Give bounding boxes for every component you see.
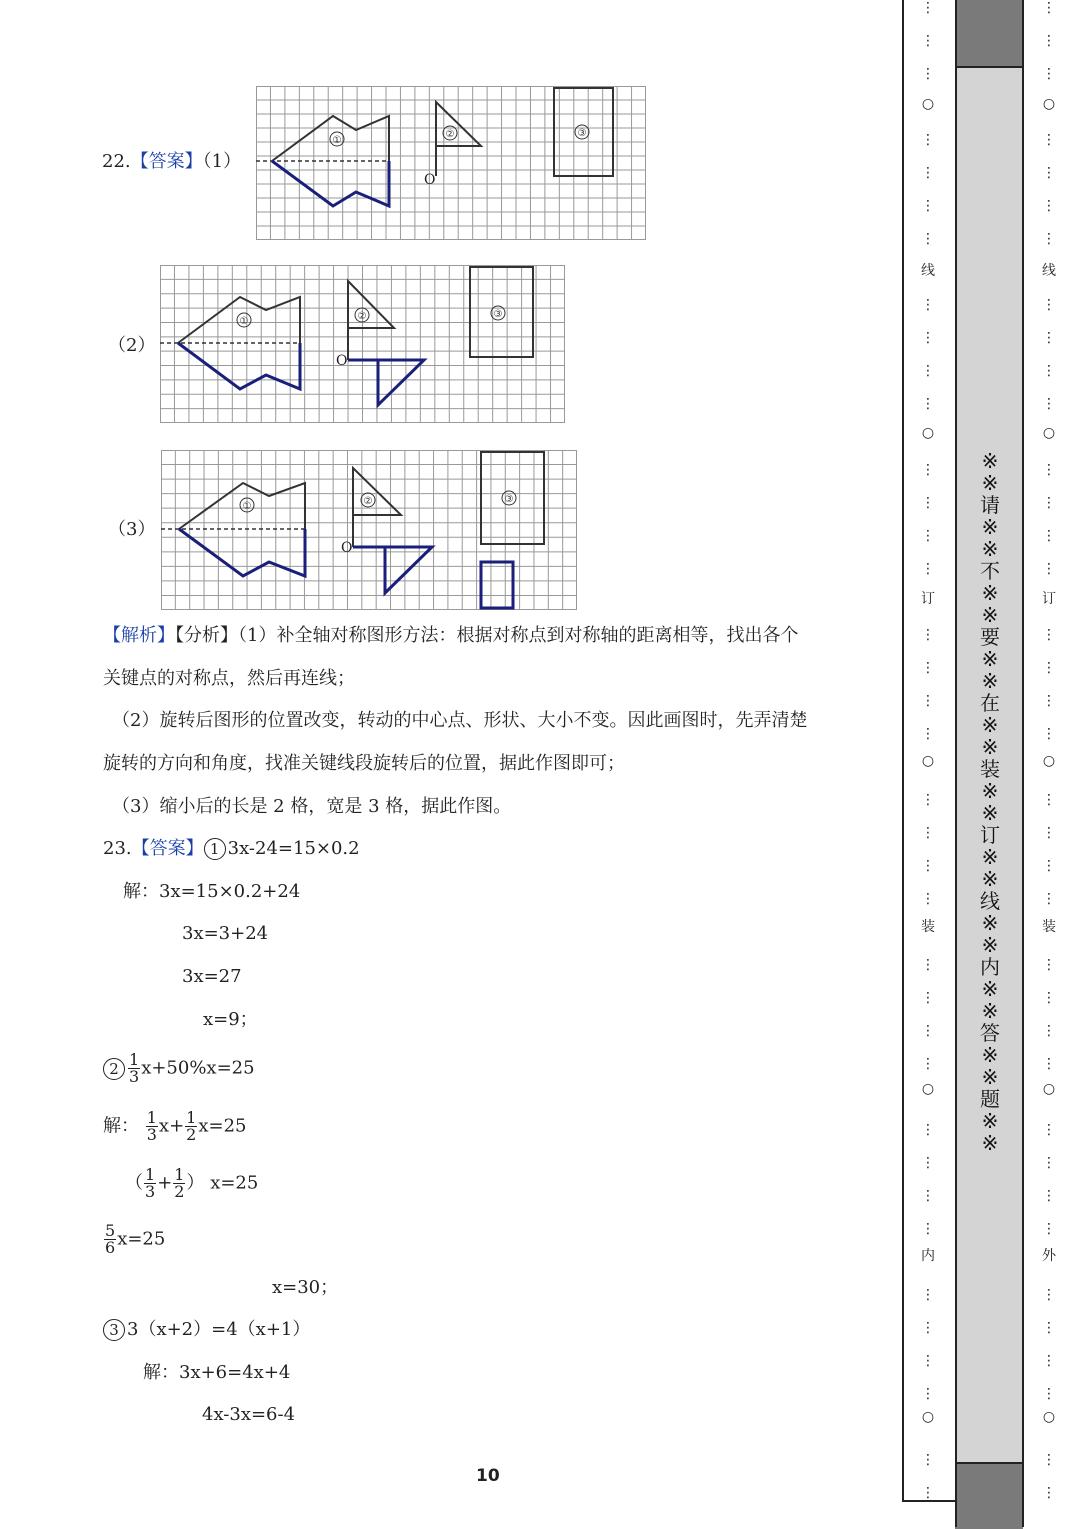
binding-dots: ⋮	[921, 0, 935, 16]
grid-svg-2	[160, 265, 565, 423]
binding-circle-icon: ○	[921, 425, 935, 441]
binding-dots: ⋮	[921, 1122, 935, 1138]
eq1-step-3: 3x=27	[182, 966, 242, 987]
binding-dots: ⋮	[1042, 528, 1056, 544]
shape-1-mirror	[179, 529, 305, 576]
binding-dots: ⋮	[1042, 660, 1056, 676]
binding-char: 订	[1042, 591, 1056, 607]
shape-label-3: ③	[504, 494, 514, 505]
origin-label: O	[424, 172, 436, 188]
analysis-subtag: 【分析】	[175, 625, 238, 646]
binding-dots: ⋮	[921, 1452, 935, 1468]
binding-char: 装	[921, 919, 935, 935]
binding-dots: ⋮	[1042, 627, 1056, 643]
answer-tag: 【答案】	[131, 838, 204, 859]
binding-dots: ⋮	[1042, 1221, 1056, 1237]
answer-tag: 【答案】	[130, 151, 203, 172]
shape-label-3: ③	[577, 128, 587, 139]
binding-circle-icon: ○	[921, 1081, 935, 1097]
strip-edge-right	[1022, 0, 1024, 1527]
shape-label-2: ②	[357, 311, 367, 322]
q22-heading	[102, 150, 241, 174]
shape-2-rotated	[348, 360, 424, 405]
binding-dots: ⋮	[1042, 0, 1056, 16]
binding-dots: ⋮	[1042, 1023, 1056, 1039]
binding-border-left	[902, 0, 904, 1500]
fraction-one-third: $\frac{1}{3}$	[145, 1165, 156, 1201]
binding-dots: ⋮	[921, 1023, 935, 1039]
binding-dots: ⋮	[921, 363, 935, 379]
binding-dots: ⋮	[1042, 990, 1056, 1006]
binding-dots: ⋮	[1042, 462, 1056, 478]
binding-char: 装	[1042, 919, 1056, 935]
analysis-text: （1）补全轴对称图形方法：根据对称点到对称轴的距离相等，找出各个	[238, 625, 799, 646]
binding-dots: ⋮	[1042, 1056, 1056, 1072]
binding-dots: ⋮	[1042, 858, 1056, 874]
circled-number-3: 3	[103, 1319, 125, 1341]
binding-dots: ⋮	[921, 1386, 935, 1402]
binding-dots: ⋮	[921, 891, 935, 907]
binding-dots: ⋮	[921, 858, 935, 874]
binding-dots: ⋮	[921, 495, 935, 511]
binding-dots: ⋮	[921, 297, 935, 313]
binding-dots: ⋮	[921, 561, 935, 577]
binding-dots: ⋮	[921, 165, 935, 181]
binding-dots: ⋮	[1042, 1122, 1056, 1138]
binding-dots: ⋮	[921, 33, 935, 49]
binding-dots: ⋮	[921, 1485, 935, 1501]
binding-dots: ⋮	[921, 990, 935, 1006]
binding-dots: ⋮	[921, 825, 935, 841]
q23-heading	[103, 837, 360, 861]
grid-figure-3	[161, 450, 577, 610]
circled-number-2: 2	[103, 1058, 125, 1080]
eq3-step-2: 4x-3x=6-4	[202, 1404, 296, 1425]
binding-dots: ⋮	[1042, 693, 1056, 709]
equation-3: 3 3（x+2）=4（x+1）	[103, 1318, 310, 1342]
eq1-step-4: x=9；	[203, 1009, 258, 1030]
binding-notice: ※※请※※不※※要※※在※※装※※订※※线※※内※※答※※题※※	[980, 449, 1000, 1155]
binding-dots: ⋮	[1042, 792, 1056, 808]
binding-dots: ⋮	[921, 462, 935, 478]
binding-dots: ⋮	[1042, 825, 1056, 841]
shape-label-1: ①	[239, 316, 249, 327]
shape-label-2: ②	[445, 129, 455, 140]
binding-dots: ⋮	[1042, 33, 1056, 49]
shape-label-1: ①	[332, 135, 342, 146]
grid-figure-2	[160, 265, 565, 423]
binding-dots: ⋮	[1042, 1320, 1056, 1336]
binding-dots: ⋮	[1042, 66, 1056, 82]
binding-dots: ⋮	[1042, 1353, 1056, 1369]
binding-dots: ⋮	[921, 528, 935, 544]
binding-dots: ⋮	[921, 330, 935, 346]
analysis-line-4: 旋转的方向和角度，找准关键线段旋转后的位置，据此作图即可；	[103, 753, 625, 774]
equation-2: 2 $\frac{1}{3}$ x+50%x=25	[103, 1052, 255, 1085]
eq2-step-2: （ $\frac{1}{3}$ + $\frac{1}{2}$ ） x=25	[125, 1165, 259, 1201]
binding-char: 外	[1042, 1248, 1056, 1264]
binding-dots: ⋮	[1042, 891, 1056, 907]
shape-label-1: ①	[242, 501, 252, 512]
binding-dots: ⋮	[1042, 495, 1056, 511]
shape-label-3: ③	[493, 309, 503, 320]
binding-dots: ⋮	[921, 132, 935, 148]
binding-dots: ⋮	[921, 1155, 935, 1171]
binding-dots: ⋮	[1042, 132, 1056, 148]
binding-circle-icon: ○	[921, 1409, 935, 1425]
analysis-line-5: （3）缩小后的长是 2 格，宽是 3 格，据此作图。	[112, 796, 512, 817]
eq3-step-1: 解：3x+6=4x+4	[143, 1362, 291, 1383]
binding-dots: ⋮	[1042, 198, 1056, 214]
binding-dots: ⋮	[921, 396, 935, 412]
fraction-one-half: $\frac{1}{2}$	[174, 1165, 185, 1201]
question-number: 23.	[103, 838, 132, 859]
binding-dots: ⋮	[921, 693, 935, 709]
shape-2-rotated	[353, 547, 432, 593]
binding-dots: ⋮	[1042, 1287, 1056, 1303]
binding-dots: ⋮	[921, 1320, 935, 1336]
binding-dots: ⋮	[921, 726, 935, 742]
binding-char: 订	[921, 591, 935, 607]
analysis-tag: 【解析】	[103, 625, 175, 646]
binding-dots: ⋮	[1042, 957, 1056, 973]
origin-label: O	[341, 540, 353, 556]
binding-dots: ⋮	[1042, 297, 1056, 313]
analysis-line-1	[103, 624, 798, 648]
binding-dots: ⋮	[921, 1287, 935, 1303]
binding-circle-icon: ○	[1042, 425, 1056, 441]
binding-dots: ⋮	[1042, 1188, 1056, 1204]
binding-dots: ⋮	[1042, 165, 1056, 181]
eq2-step-3: $\frac{5}{6}$ x=25	[105, 1221, 166, 1257]
binding-dots: ⋮	[1042, 231, 1056, 247]
binding-dots: ⋮	[921, 1221, 935, 1237]
origin-label: O	[336, 353, 348, 369]
binding-circle-icon: ○	[921, 96, 935, 112]
binding-dots: ⋮	[1042, 363, 1056, 379]
binding-dots: ⋮	[921, 1056, 935, 1072]
grid-svg-1	[256, 86, 646, 240]
binding-circle-icon: ○	[1042, 1409, 1056, 1425]
binding-dots: ⋮	[921, 957, 935, 973]
binding-strip-cap-bottom	[955, 1462, 1023, 1529]
binding-char: 内	[921, 1248, 935, 1264]
part-3-label: （3）	[108, 519, 156, 540]
binding-dots: ⋮	[1042, 330, 1056, 346]
grid-figure-1	[256, 86, 646, 240]
circled-number-1: 1	[204, 838, 226, 860]
binding-dots: ⋮	[1042, 561, 1056, 577]
binding-marks-inner	[916, 0, 940, 1527]
fraction-one-third: $\frac{1}{3}$	[129, 1050, 140, 1086]
binding-strip-cap-top	[955, 0, 1023, 68]
binding-circle-icon: ○	[1042, 96, 1056, 112]
shape-label-2: ②	[363, 496, 373, 507]
fraction-one-half: $\frac{1}{2}$	[186, 1108, 197, 1144]
binding-dots: ⋮	[921, 792, 935, 808]
eq2-step-1: 解： $\frac{1}{3}$ x+ $\frac{1}{2}$ x=25	[103, 1108, 247, 1144]
binding-char: 线	[921, 263, 935, 279]
eq2-step-4: x=30；	[272, 1277, 339, 1298]
fraction-one-third: $\frac{1}{3}$	[146, 1108, 157, 1144]
binding-circle-icon: ○	[1042, 753, 1056, 769]
eq1-step-2: 3x=3+24	[182, 923, 269, 944]
binding-dots: ⋮	[921, 627, 935, 643]
strip-edge-left	[955, 0, 957, 1527]
page-number: 10	[476, 1466, 500, 1486]
grid-svg-3	[161, 450, 577, 610]
part-2-label: （2）	[108, 335, 156, 356]
binding-dots: ⋮	[1042, 1155, 1056, 1171]
question-number: 22.	[102, 151, 131, 172]
binding-circle-icon: ○	[921, 753, 935, 769]
binding-circle-icon: ○	[1042, 1081, 1056, 1097]
binding-dots: ⋮	[921, 231, 935, 247]
binding-dots: ⋮	[921, 1353, 935, 1369]
eq1-step-1: 解：3x=15×0.2+24	[123, 881, 301, 902]
analysis-line-3: （2）旋转后图形的位置改变，转动的中心点、形状、大小不变。因此画图时，先弄清楚	[112, 710, 808, 731]
binding-dots: ⋮	[1042, 1485, 1056, 1501]
equation-1: 3x-24=15×0.2	[227, 838, 360, 859]
binding-dots: ⋮	[921, 660, 935, 676]
binding-dots: ⋮	[1042, 1452, 1056, 1468]
binding-char: 线	[1042, 263, 1056, 279]
binding-dots: ⋮	[921, 198, 935, 214]
binding-dots: ⋮	[1042, 726, 1056, 742]
binding-dots: ⋮	[921, 66, 935, 82]
binding-dots: ⋮	[1042, 1386, 1056, 1402]
binding-dots: ⋮	[1042, 396, 1056, 412]
fraction-five-sixths: $\frac{5}{6}$	[105, 1221, 116, 1257]
shape-3-reduced	[481, 562, 513, 608]
analysis-line-2: 关键点的对称点，然后再连线；	[103, 668, 355, 689]
binding-dots: ⋮	[921, 1188, 935, 1204]
part-label: （1）	[202, 151, 242, 172]
binding-marks-outer	[1037, 0, 1061, 1527]
